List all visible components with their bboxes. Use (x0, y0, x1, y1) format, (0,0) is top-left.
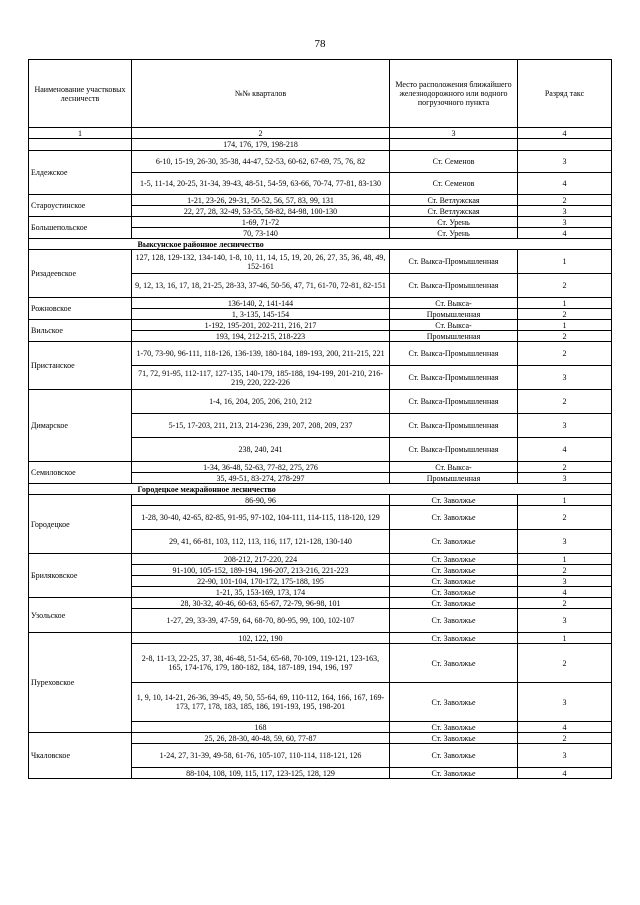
quarters-cell: 1, 3-135, 145-154 (132, 309, 390, 320)
loading-point-cell: Ст. Заволжье (390, 506, 518, 530)
quarters-cell: 28, 30-32, 40-46, 60-63, 65-67, 72-79, 96-98, 101 (132, 598, 390, 609)
header-forestry-name: Наименование участковых лесничеств (29, 60, 132, 128)
quarters-cell: 22-90, 101-104, 170-172, 175-188, 195 (132, 576, 390, 587)
loading-point-cell: Ст. Заволжье (390, 530, 518, 554)
quarters-cell: 1-4, 16, 204, 205, 206, 210, 212 (132, 390, 390, 414)
quarters-cell: 1-34, 36-48, 52-63, 77-82, 275, 276 (132, 462, 390, 473)
forestry-name-cell: Рожновское (29, 298, 132, 320)
loading-point-cell: Ст. Заволжье (390, 598, 518, 609)
quarters-cell: 1-27, 29, 33-39, 47-59, 64, 68-70, 80-95, 99, 100, 102-107 (132, 609, 390, 633)
forestry-name-cell (29, 139, 132, 151)
header-quarters: №№ кварталов (132, 60, 390, 128)
tax-grade-cell: 2 (518, 506, 612, 530)
loading-point-cell: Ст. Выкса- (390, 298, 518, 309)
table-row (29, 598, 612, 609)
forestry-tax-table (28, 59, 612, 779)
tax-grade-cell: 3 (518, 609, 612, 633)
tax-grade-cell: 4 (518, 768, 612, 779)
quarters-cell: 1-21, 23-26, 29-31, 50-52, 56, 57, 83, 99, 131 (132, 195, 390, 206)
table-row (29, 342, 612, 366)
tax-grade-cell: 3 (518, 473, 612, 484)
tax-grade-cell: 1 (518, 633, 612, 644)
tax-grade-cell: 4 (518, 228, 612, 239)
page-number: 78 (314, 38, 326, 50)
table-row (29, 462, 612, 473)
forestry-name-cell: Бриляковское (29, 554, 132, 598)
tax-grade-cell: 1 (518, 554, 612, 565)
loading-point-cell (390, 139, 518, 151)
quarters-cell: 1-21, 35, 153-169, 173, 174 (132, 587, 390, 598)
quarters-cell: 102, 122, 190 (132, 633, 390, 644)
forestry-name-cell: Пристанское (29, 342, 132, 390)
loading-point-cell: Ст. Выкса-Промышленная (390, 250, 518, 274)
forestry-name-cell: Узольское (29, 598, 132, 633)
quarters-cell: 91-100, 105-152, 189-194, 196-207, 213-216, 221-223 (132, 565, 390, 576)
tax-grade-cell: 2 (518, 195, 612, 206)
table-row (29, 633, 612, 644)
quarters-cell: 1-69, 71-72 (132, 217, 390, 228)
loading-point-cell: Ст. Заволжье (390, 722, 518, 733)
loading-point-cell: Ст. Выкса- (390, 462, 518, 473)
table-row (29, 217, 612, 228)
loading-point-cell: Ст. Выкса-Промышленная (390, 414, 518, 438)
table-row (29, 320, 612, 331)
loading-point-cell: Ст. Ветлужская (390, 195, 518, 206)
quarters-cell: 1, 9, 10, 14-21, 26-36, 39-45, 49, 50, 55-64, 69, 110-112, 164, 166, 167, 169- 173, 177, 178, 183, 185, 186, 191-193, 195, 198-201 (132, 683, 390, 722)
tax-grade-cell: 4 (518, 438, 612, 462)
tax-grade-cell: 3 (518, 530, 612, 554)
forestry-name-cell: Чкаловское (29, 733, 132, 779)
quarters-cell: 174, 176, 179, 198-218 (132, 139, 390, 151)
forestry-name-cell: Староустинское (29, 195, 132, 217)
tax-grade-cell: 4 (518, 722, 612, 733)
header-tax-grade: Разряд такс (518, 60, 612, 128)
section-header-row (29, 484, 612, 495)
quarters-cell: 1-24, 27, 31-39, 49-58, 61-76, 105-107, 110-114, 118-121, 126 (132, 744, 390, 768)
quarters-cell: 5-15, 17-203, 211, 213, 214-236, 239, 207, 208, 209, 237 (132, 414, 390, 438)
tax-grade-cell: 2 (518, 309, 612, 320)
loading-point-cell: Ст. Заволжье (390, 644, 518, 683)
forestry-name-cell: Городецкое (29, 495, 132, 554)
quarters-cell: 1-70, 73-90, 96-111, 118-126, 136-139, 180-184, 189-193, 200, 211-215, 221 (132, 342, 390, 366)
tax-grade-cell: 3 (518, 206, 612, 217)
loading-point-cell: Ст. Выкса-Промышленная (390, 366, 518, 390)
loading-point-cell: Ст. Заволжье (390, 768, 518, 779)
loading-point-cell: Ст. Выкса- (390, 320, 518, 331)
quarters-cell: 193, 194, 212-215, 218-223 (132, 331, 390, 342)
tax-grade-cell: 2 (518, 331, 612, 342)
loading-point-cell: Ст. Выкса-Промышленная (390, 342, 518, 366)
column-number-row (29, 128, 612, 139)
loading-point-cell: Ст. Выкса-Промышленная (390, 390, 518, 414)
quarters-cell: 2-8, 11-13, 22-25, 37, 38, 46-48, 51-54, 65-68, 70-109, 119-121, 123-163, 165, 174-176, 179, 180-182, 184, 187-189, 194, 196, 197 (132, 644, 390, 683)
table-header-row (29, 60, 612, 128)
quarters-cell: 70, 73-140 (132, 228, 390, 239)
quarters-cell: 168 (132, 722, 390, 733)
loading-point-cell: Ст. Заволжье (390, 576, 518, 587)
quarters-cell: 1-192, 195-201, 202-211, 216, 217 (132, 320, 390, 331)
loading-point-cell: Ст. Заволжье (390, 633, 518, 644)
quarters-cell: 25, 26, 28-30, 40-48, 59, 60, 77-87 (132, 733, 390, 744)
forestry-name-cell: Елдежское (29, 151, 132, 195)
tax-grade-cell: 2 (518, 390, 612, 414)
tax-grade-cell: 3 (518, 744, 612, 768)
tax-grade-cell (518, 139, 612, 151)
section-spacer (29, 484, 132, 495)
quarters-cell: 86-90, 96 (132, 495, 390, 506)
loading-point-cell: Промышленная (390, 473, 518, 484)
quarters-cell: 6-10, 15-19, 26-30, 35-38, 44-47, 52-53, 60-62, 67-69, 75, 76, 82 (132, 151, 390, 173)
tax-grade-cell: 2 (518, 462, 612, 473)
column-number: 1 (29, 128, 132, 139)
column-number: 4 (518, 128, 612, 139)
table-row (29, 151, 612, 173)
loading-point-cell: Промышленная (390, 309, 518, 320)
loading-point-cell: Ст. Заволжье (390, 744, 518, 768)
loading-point-cell: Ст. Заволжье (390, 733, 518, 744)
forestry-name-cell: Ризадеевское (29, 250, 132, 298)
tax-grade-cell: 1 (518, 495, 612, 506)
tax-grade-cell: 1 (518, 250, 612, 274)
table-row (29, 733, 612, 744)
forestry-name-cell: Большепольское (29, 217, 132, 239)
forestry-name-cell: Димарское (29, 390, 132, 462)
quarters-cell: 22, 27, 28, 32-49, 53-55, 58-82, 84-98, 100-130 (132, 206, 390, 217)
tax-grade-cell: 4 (518, 173, 612, 195)
quarters-cell: 136-140, 2, 141-144 (132, 298, 390, 309)
loading-point-cell: Ст. Заволжье (390, 587, 518, 598)
tax-grade-cell: 3 (518, 414, 612, 438)
header-loading-point: Место расположения ближайшего железнодорожного или водного погрузочного пункта (390, 60, 518, 128)
tax-grade-cell: 3 (518, 217, 612, 228)
column-number: 2 (132, 128, 390, 139)
loading-point-cell: Ст. Семенов (390, 173, 518, 195)
quarters-cell: 35, 49-51, 83-274, 278-297 (132, 473, 390, 484)
tax-grade-cell: 4 (518, 587, 612, 598)
quarters-cell: 1-28, 30-40, 42-65, 82-85, 91-95, 97-102, 104-111, 114-115, 118-120, 129 (132, 506, 390, 530)
forestry-name-cell: Вильское (29, 320, 132, 342)
loading-point-cell: Ст. Урень (390, 217, 518, 228)
quarters-cell: 127, 128, 129-132, 134-140, 1-8, 10, 11, 14, 15, 19, 20, 26, 27, 35, 36, 48, 49, 152-161 (132, 250, 390, 274)
tax-grade-cell: 1 (518, 298, 612, 309)
tax-grade-cell: 2 (518, 598, 612, 609)
loading-point-cell: Ст. Ветлужская (390, 206, 518, 217)
tax-grade-cell: 2 (518, 342, 612, 366)
loading-point-cell: Ст. Заволжье (390, 565, 518, 576)
loading-point-cell: Ст. Выкса-Промышленная (390, 274, 518, 298)
quarters-cell: 29, 41, 66-81, 103, 112, 113, 116, 117, 121-128, 130-140 (132, 530, 390, 554)
forestry-name-cell: Пуреховское (29, 633, 132, 733)
tax-grade-cell: 3 (518, 366, 612, 390)
section-spacer (29, 239, 132, 250)
table-row (29, 298, 612, 309)
table-row (29, 250, 612, 274)
quarters-cell: 71, 72, 91-95, 112-117, 127-135, 140-179, 185-188, 194-199, 201-210, 216-219, 220, 222-226 (132, 366, 390, 390)
loading-point-cell: Ст. Выкса-Промышленная (390, 438, 518, 462)
tax-grade-cell: 3 (518, 683, 612, 722)
section-header-row (29, 239, 612, 250)
loading-point-cell: Промышленная (390, 331, 518, 342)
tax-grade-cell: 2 (518, 274, 612, 298)
loading-point-cell: Ст. Заволжье (390, 683, 518, 722)
loading-point-cell: Ст. Заволжье (390, 609, 518, 633)
tax-grade-cell: 1 (518, 320, 612, 331)
forestry-name-cell: Семиловское (29, 462, 132, 484)
loading-point-cell: Ст. Заволжье (390, 495, 518, 506)
table-row (29, 390, 612, 414)
tax-grade-cell: 2 (518, 733, 612, 744)
quarters-cell: 238, 240, 241 (132, 438, 390, 462)
tax-grade-cell: 2 (518, 644, 612, 683)
loading-point-cell: Ст. Заволжье (390, 554, 518, 565)
tax-grade-cell: 3 (518, 576, 612, 587)
loading-point-cell: Ст. Семенов (390, 151, 518, 173)
table-row (29, 139, 612, 151)
quarters-cell: 88-104, 108, 109, 115, 117, 123-125, 128, 129 (132, 768, 390, 779)
loading-point-cell: Ст. Урень (390, 228, 518, 239)
table-row (29, 195, 612, 206)
table-row (29, 554, 612, 565)
section-title: Выксунское районное лесничество (132, 239, 612, 250)
tax-grade-cell: 2 (518, 565, 612, 576)
section-title: Городецкое межрайонное лесничество (132, 484, 612, 495)
quarters-cell: 9, 12, 13, 16, 17, 18, 21-25, 28-33, 37-46, 50-56, 47, 71, 61-70, 72-81, 82-151 (132, 274, 390, 298)
quarters-cell: 208-212, 217-220, 224 (132, 554, 390, 565)
table-row (29, 495, 612, 506)
tax-grade-cell: 3 (518, 151, 612, 173)
quarters-cell: 1-5, 11-14, 20-25, 31-34, 39-43, 48-51, 54-59, 63-66, 70-74, 77-81, 83-130 (132, 173, 390, 195)
column-number: 3 (390, 128, 518, 139)
